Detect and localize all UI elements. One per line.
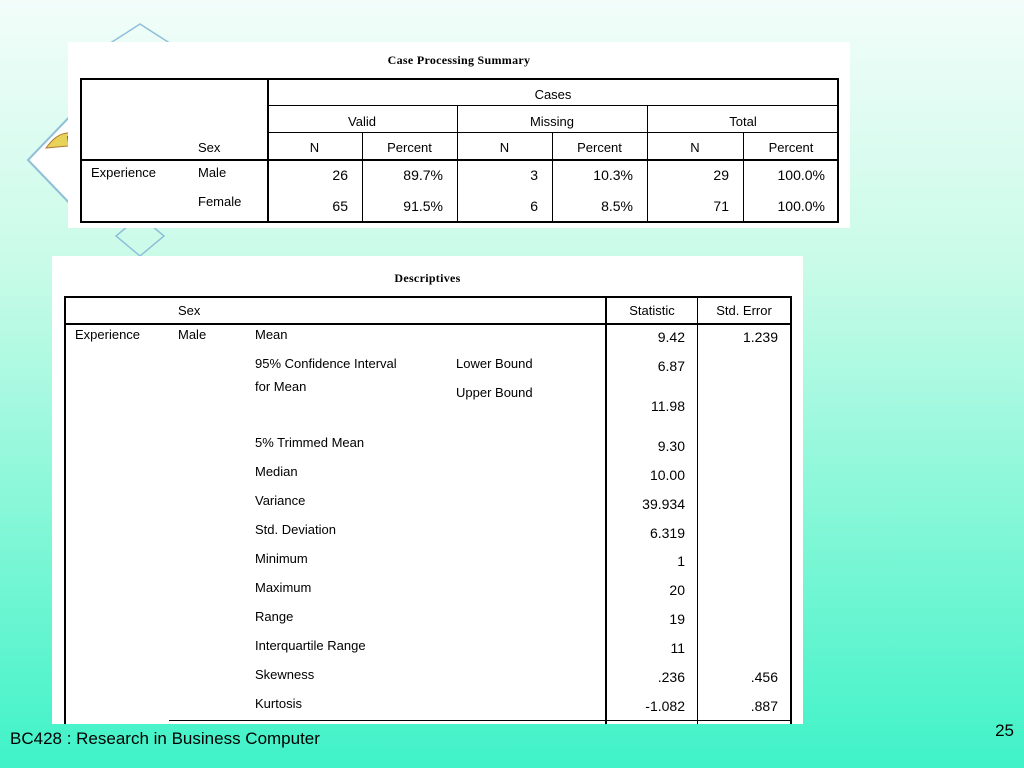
stat-label-variance: Variance xyxy=(255,493,306,508)
table-cell: 8.5% xyxy=(601,198,633,214)
stat-value-iqr: 11 xyxy=(670,640,685,656)
col-header-valid-percent: Percent xyxy=(387,140,432,155)
desc-group-label: Male xyxy=(178,327,207,342)
stat-label-skewness: Skewness xyxy=(255,667,315,682)
col-header-statistic: Statistic xyxy=(629,303,675,318)
table-cell: 3 xyxy=(530,167,538,183)
dep-var-label: Experience xyxy=(91,165,157,180)
table-row-male-label: Male xyxy=(198,165,227,180)
table-cell: 100.0% xyxy=(777,167,825,183)
col-header-missing-n: N xyxy=(499,140,510,155)
desc-dep-var-label: Experience xyxy=(75,327,141,342)
table-row-female-label: Female xyxy=(198,194,242,209)
stat-value-range: 19 xyxy=(669,611,685,627)
table-cell: 89.7% xyxy=(403,167,443,183)
stat-value-mean: 9.42 xyxy=(657,329,685,345)
table-cell: 65 xyxy=(332,198,348,214)
stat-value-median: 10.00 xyxy=(649,467,685,483)
table-cell: 100.0% xyxy=(777,198,825,214)
page-number: 25 xyxy=(995,721,1014,740)
descriptives-title: Descriptives xyxy=(394,271,461,285)
col-header-total-percent: Percent xyxy=(768,140,814,155)
stderr-value-skewness: .456 xyxy=(750,669,778,685)
stat-label-ci: 95% Confidence Interval xyxy=(255,356,397,371)
case-processing-title: Case Processing Summary xyxy=(387,53,531,67)
col-header-missing-percent: Percent xyxy=(577,140,622,155)
stderr-value-kurtosis: .887 xyxy=(750,698,778,714)
stat-label-minimum: Minimum xyxy=(255,551,308,566)
descriptives-panel xyxy=(52,256,803,724)
cases-header: Cases xyxy=(534,87,572,102)
stat-label-median: Median xyxy=(255,464,298,479)
table-cell: 26 xyxy=(332,167,348,183)
group-header-missing: Missing xyxy=(529,114,575,129)
stat-value-minimum: 1 xyxy=(677,553,685,569)
table-cell: 29 xyxy=(713,167,729,183)
stat-label-mean: Mean xyxy=(255,327,288,342)
col-header-valid-n: N xyxy=(309,140,320,155)
desc-row-var-header: Sex xyxy=(178,303,201,318)
stat-value-trimmed-mean: 9.30 xyxy=(657,438,685,454)
stat-label-range: Range xyxy=(255,609,294,624)
stat-value-upper-bound: 11.98 xyxy=(651,398,685,414)
table-cell: 10.3% xyxy=(593,167,633,183)
col-header-std-error: Std. Error xyxy=(716,303,772,318)
col-header-total-n: N xyxy=(690,140,700,155)
stat-label-kurtosis: Kurtosis xyxy=(255,696,302,711)
stat-value-lower-bound: 6.87 xyxy=(657,358,685,374)
stat-sub-upper-bound: Upper Bound xyxy=(456,385,533,400)
stat-value-variance: 39.934 xyxy=(642,496,685,512)
stat-label-maximum: Maximum xyxy=(255,580,312,595)
course-footer: BC428 : Research in Business Computer xyxy=(10,729,320,748)
stat-value-kurtosis: -1.082 xyxy=(645,698,685,714)
stat-value-maximum: 20 xyxy=(669,582,685,598)
stat-label-ci-line2: for Mean xyxy=(255,379,307,394)
table-cell: 6 xyxy=(530,198,538,214)
table-cell: 71 xyxy=(713,198,729,214)
row-var-header: Sex xyxy=(198,140,221,155)
stat-value-skewness: .236 xyxy=(657,669,685,685)
table-cell: 91.5% xyxy=(403,198,443,214)
stat-value-std-deviation: 6.319 xyxy=(649,525,685,541)
stat-label-iqr: Interquartile Range xyxy=(255,638,366,653)
stat-sub-lower-bound: Lower Bound xyxy=(456,356,533,371)
stat-label-std-deviation: Std. Deviation xyxy=(255,522,336,537)
stat-label-trimmed-mean: 5% Trimmed Mean xyxy=(255,435,365,450)
case-processing-summary-panel xyxy=(68,42,850,228)
group-header-total: Total xyxy=(729,114,757,129)
group-header-valid: Valid xyxy=(348,114,376,129)
stderr-value-mean: 1.239 xyxy=(742,329,778,345)
